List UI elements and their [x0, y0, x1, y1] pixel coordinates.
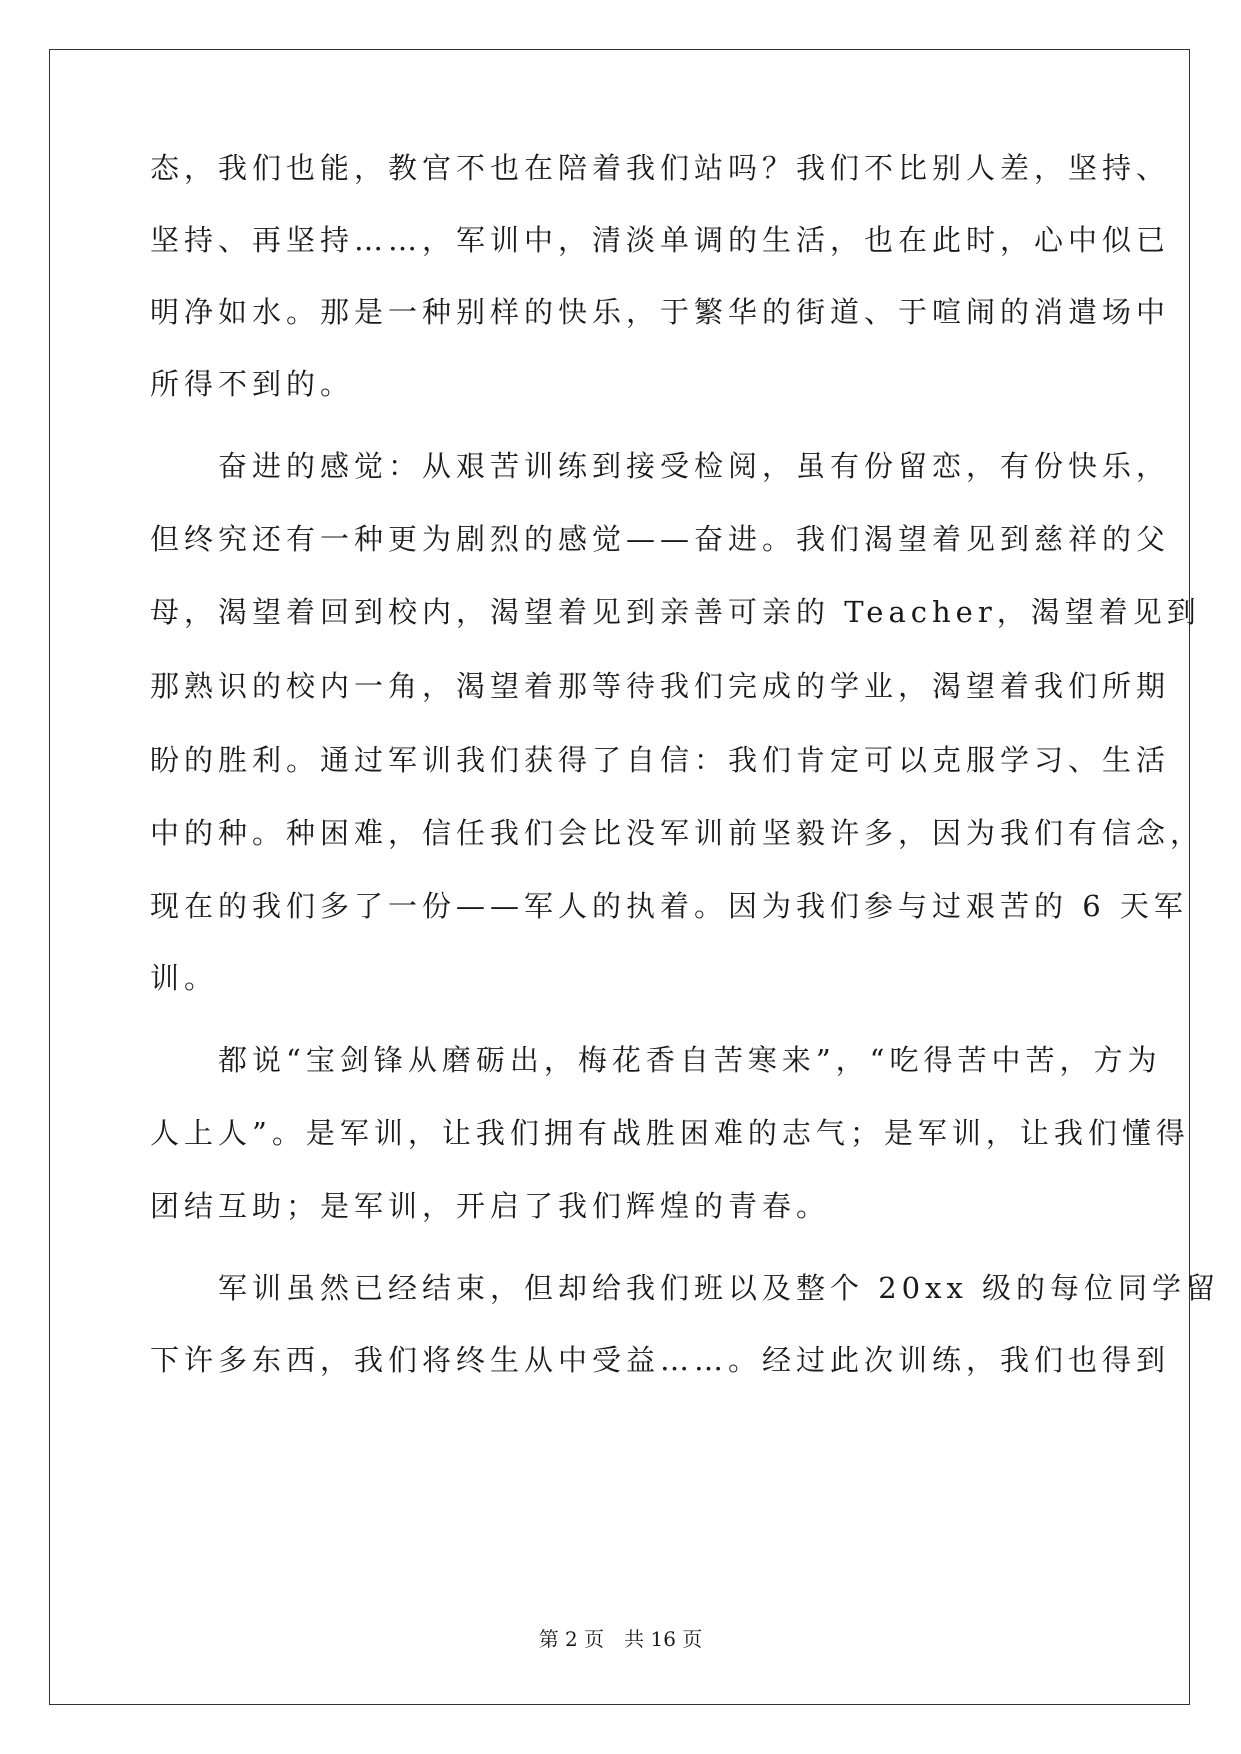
text-line: 中的种。种困难，信任我们会比没军训前坚毅许多，因为我们有信念，: [150, 816, 1205, 850]
text-line: 态，我们也能，教官不也在陪着我们站吗？我们不比别人差，坚持、: [150, 151, 1171, 185]
text-line: 坚持、再坚持……，军训中，清淡单调的生活，也在此时，心中似已: [150, 223, 1171, 257]
page-number-footer: 第 2 页 共 16 页: [538, 1627, 703, 1651]
text-line: 团结互助；是军训，开启了我们辉煌的青春。: [150, 1189, 831, 1223]
text-line: 下许多东西，我们将终生从中受益……。经过此次训练，我们也得到: [150, 1343, 1171, 1377]
text-line: 盼的胜利。通过军训我们获得了自信：我们肯定可以克服学习、生活: [150, 743, 1171, 777]
text-line: 现在的我们多了一份——军人的执着。因为我们参与过艰苦的 6 天军: [150, 889, 1188, 923]
text-line: 人上人”。是军训，让我们拥有战胜困难的志气；是军训，让我们懂得: [150, 1116, 1190, 1150]
text-line: 训。: [150, 961, 219, 995]
text-line: 奋进的感觉：从艰苦训练到接受检阅，虽有份留恋，有份快乐，: [150, 449, 1171, 483]
text-line: 母，渴望着回到校内，渴望着见到亲善可亲的 Teacher，渴望着见到: [150, 595, 1201, 629]
text-line: 明净如水。那是一种别样的快乐，于繁华的街道、于喧闹的消遣场中: [150, 295, 1171, 329]
text-line: 军训虽然已经结束，但却给我们班以及整个 20xx 级的每位同学留: [150, 1271, 1221, 1305]
text-line: 都说“宝剑锋从磨砺出，梅花香自苦寒来”，“吃得苦中苦，方为: [150, 1043, 1162, 1077]
text-line: 但终究还有一种更为剧烈的感觉——奋进。我们渴望着见到慈祥的父: [150, 522, 1171, 556]
text-line: 所得不到的。: [150, 367, 355, 401]
text-line: 那熟识的校内一角，渴望着那等待我们完成的学业，渴望着我们所期: [150, 669, 1171, 703]
